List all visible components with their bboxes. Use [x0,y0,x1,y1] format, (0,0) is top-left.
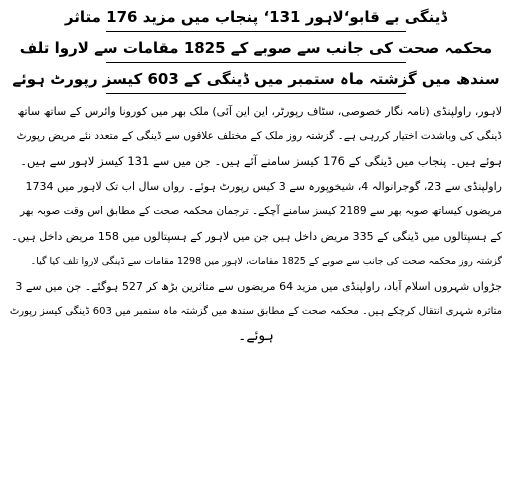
article-line: گزشتہ روز محکمہ صحت کی جانب سے صوبے کے 1825 مقامات، لاہور میں 1298 مقامات سے ڈینگی لاروا تلف کیا گیا۔ [30,256,502,267]
sub-headline-larva: محکمہ صحت کی جانب سے صوبے کے 1825 مقامات سے لاروا تلف [19,39,493,57]
headline-divider [106,93,406,94]
headline-divider [106,62,406,63]
article-line: متاثرہ شہری انتقال کرچکے ہیں۔ محکمہ صحت کے مطابق سندھ میں گزشتہ ماہ ستمبر میں 603 ڈینگی کیسز رپورٹ [10,306,502,317]
article-body [10,99,502,349]
main-headline: ڈینگی بے قابو‘لاہور 131‘ پنجاب میں مزید 176 متاثر [64,8,448,26]
article-line: مریضوں کیساتھ صوبہ بھر سے 2189 کیسز سامنے آچکے۔ ترجمان محکمہ صحت کے مطابق اس وقت صوبہ بھر [19,205,502,217]
article-line: ڈینگی کی وباشدت اختیار کررہی ہے۔ گزشتہ روز ملک کے مختلف علاقوں سے ڈینگی کے متعدد نئے مریض رپورٹ [16,130,502,142]
article-line: لاہور، راولپنڈی (نامہ نگار خصوصی، سٹاف رپورٹر، این این آئی) ملک بھر میں کورونا وائرس کے ساتھ ساتھ [17,105,502,118]
headline-divider [106,31,406,32]
article-line: راولپنڈی سے 23، گوجرانوالہ 4، شیخوپورہ سے 3 کیس رپورٹ ہوئے۔ رواں سال اب تک لاہور میں 1734 [25,180,502,193]
article-line: جڑواں شہروں اسلام آباد، راولپنڈی میں مزید 64 مریضوں سے متاثرین بڑھ کر 527 ہوگئے۔ جن میں سے 3 [15,280,502,293]
article-line: کے ہسپتالوں میں ڈینگی کے 335 مریض داخل ہیں جن میں لاہور کے ہسپتالوں میں 158 مریض داخل ہیں۔ [11,230,502,243]
article-line-final: ہوئے۔ [238,328,274,344]
article-line: ہوئے ہیں۔ پنجاب میں ڈینگی کے 176 کیسز سامنے آئے ہیں۔ جن میں سے 131 کیسز لاہور سے ہیں۔ [20,154,502,168]
headline-block [10,6,502,94]
sub-headline-sindh: سندھ میں گزشتہ ماہ ستمبر میں ڈینگی کے 603 کیسز رپورٹ ہوئے [12,70,500,88]
